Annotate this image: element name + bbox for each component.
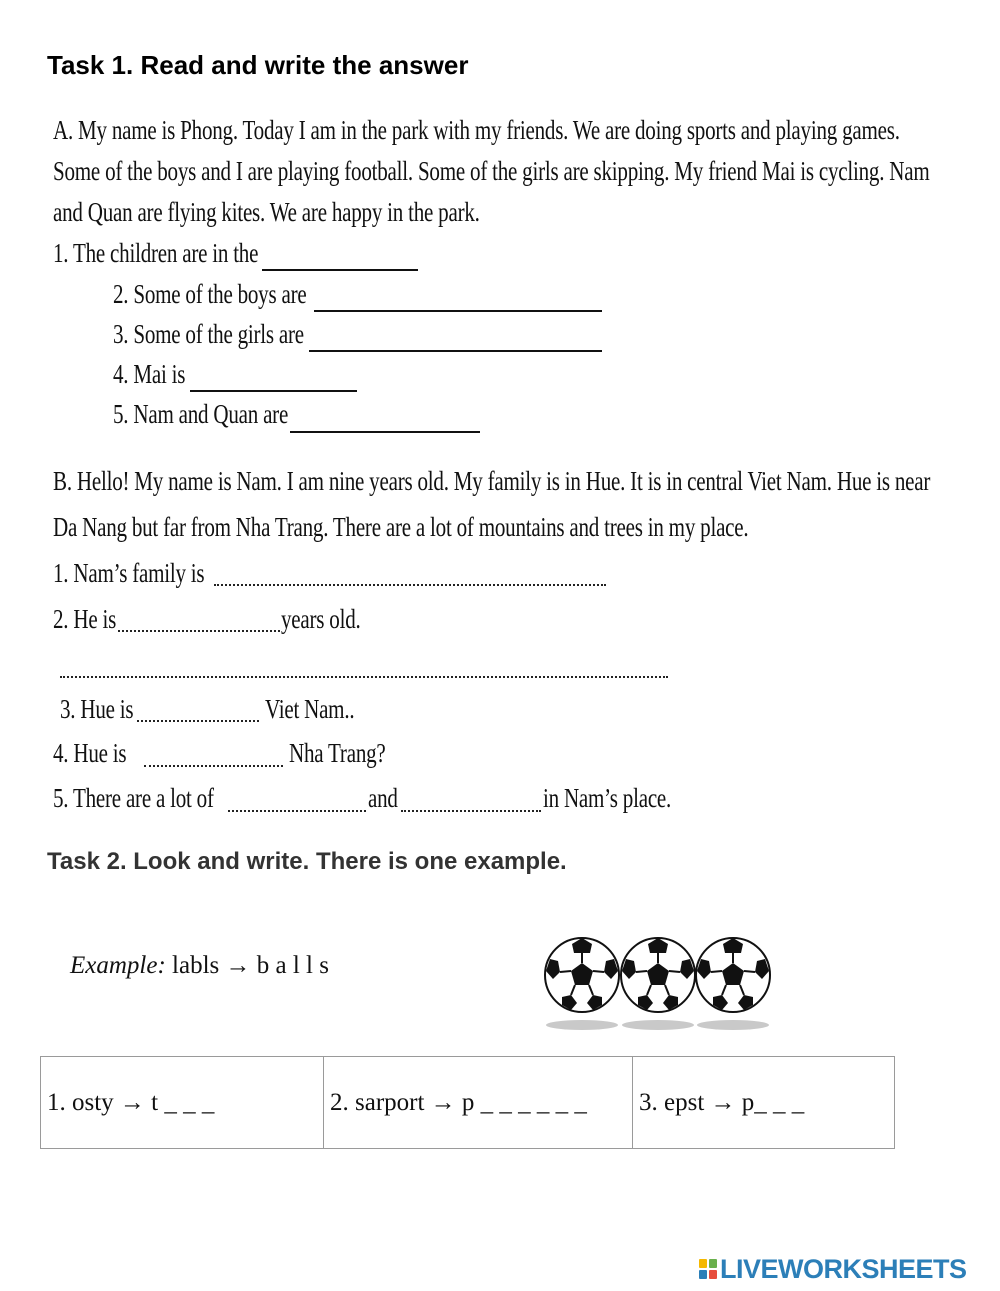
question-b5-mid: and xyxy=(368,783,398,813)
answer-dots[interactable] xyxy=(144,764,283,767)
question-b5: 5. There are a lot of xyxy=(53,783,214,813)
question-b3: 3. Hue is xyxy=(60,694,134,724)
answer-blank[interactable] xyxy=(290,430,480,433)
question-b1: 1. Nam’s family is xyxy=(53,558,205,588)
ball-shadow xyxy=(697,1020,769,1030)
soccer-ball xyxy=(696,938,770,1012)
table-cell-3[interactable]: 3. epst → p_ _ _ xyxy=(633,1057,895,1149)
section-a-line: Some of the boys and I are playing football. Some of the girls are skipping. My friend Mai is cycling. Nam xyxy=(53,156,930,186)
soccer-ball xyxy=(545,938,619,1012)
answer-dots[interactable] xyxy=(60,675,668,678)
question-b2-end: years old. xyxy=(281,604,361,634)
liveworksheets-logo[interactable]: LIVEWORKSHEETS xyxy=(720,1254,967,1284)
section-b-line: Da Nang but far from Nha Trang. There are a lot of mountains and trees in my place. xyxy=(53,512,749,542)
answer-dots[interactable] xyxy=(228,809,366,812)
section-b-line: B. Hello! My name is Nam. I am nine years old. My family is in Hue. It is in central Viet Nam. Hue is near xyxy=(53,466,931,496)
question-a5: 5. Nam and Quan are xyxy=(113,399,289,429)
soccer-ball xyxy=(621,938,695,1012)
question-b2: 2. He is xyxy=(53,604,117,634)
answer-dots[interactable] xyxy=(137,719,259,722)
answer-blank[interactable] xyxy=(309,349,602,352)
question-b4-end: Nha Trang? xyxy=(289,738,386,768)
ball-shadow xyxy=(622,1020,694,1030)
question-a3: 3. Some of the girls are xyxy=(113,319,304,349)
example-label: Example: xyxy=(70,952,166,979)
answer-dots[interactable] xyxy=(118,629,280,632)
section-a-line: A. My name is Phong. Today I am in the park with my friends. We are doing sports and playing games. xyxy=(53,115,900,145)
answer-dots[interactable] xyxy=(214,583,606,586)
question-b5-end: in Nam’s place. xyxy=(543,783,672,813)
answer-blank[interactable] xyxy=(190,389,357,392)
table-cell-2[interactable]: 2. sarport → p _ _ _ _ _ _ xyxy=(324,1057,633,1149)
task2-title: Task 2. Look and write. There is one example. xyxy=(47,848,567,875)
table-cell-1[interactable]: 1. osty → t _ _ _ xyxy=(41,1057,324,1149)
table-row xyxy=(41,1057,895,1149)
section-a-line: and Quan are flying kites. We are happy in the park. xyxy=(53,197,480,227)
answer-dots[interactable] xyxy=(401,809,541,812)
answer-blank[interactable] xyxy=(314,309,602,312)
example-line xyxy=(70,952,329,980)
soccer-balls-image xyxy=(540,930,780,1036)
question-b3-end: Viet Nam.. xyxy=(265,694,355,724)
question-a2: 2. Some of the boys are xyxy=(113,279,307,309)
answer-blank[interactable] xyxy=(262,268,418,271)
example-text: labls → b a l l s xyxy=(172,952,329,979)
question-a4: 4. Mai is xyxy=(113,359,186,389)
answer-table xyxy=(40,1056,895,1149)
question-b4: 4. Hue is xyxy=(53,738,127,768)
liveworksheets-logo-icon xyxy=(699,1259,719,1281)
question-a1: 1. The children are in the xyxy=(53,238,259,268)
task1-title: Task 1. Read and write the answer xyxy=(47,50,469,80)
ball-shadow xyxy=(546,1020,618,1030)
